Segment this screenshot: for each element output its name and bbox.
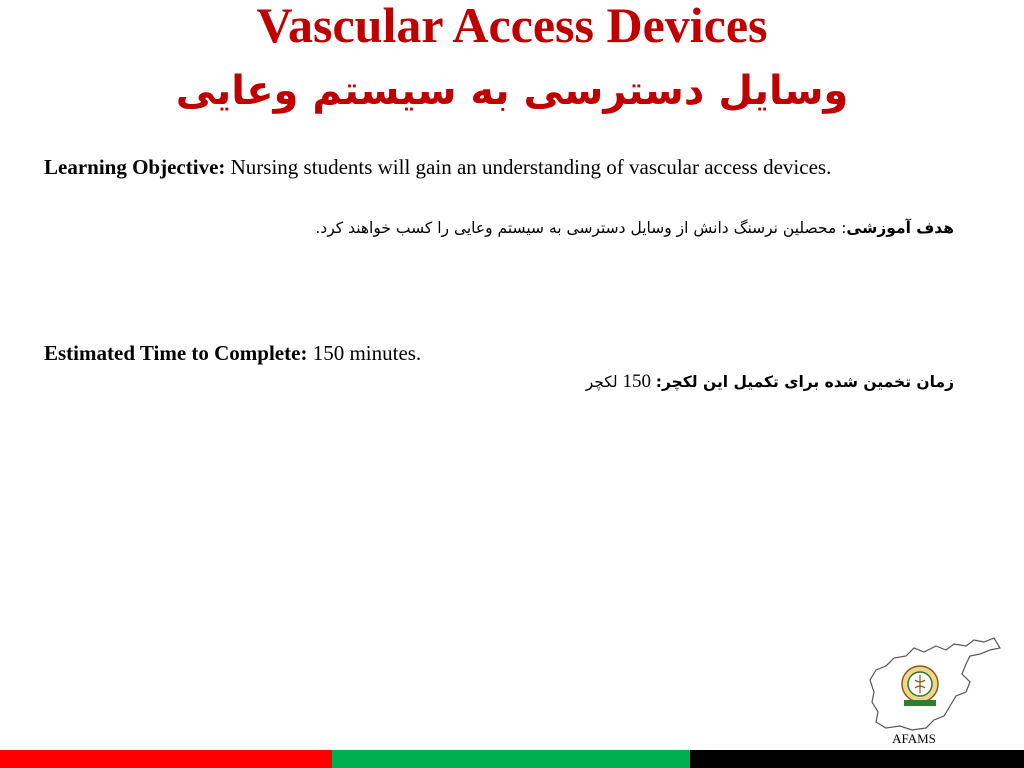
logo-caption: AFAMS [892,731,936,746]
bar-segment-red [0,750,332,768]
title-english: Vascular Access Devices [256,0,768,53]
learning-objective-label: Learning Objective: [44,155,226,179]
learning-objective [44,152,944,182]
estimated-time-persian-number: 150 [622,371,656,392]
afams-logo [866,636,1002,736]
learning-objective-persian [54,215,954,241]
bar-segment-green [332,750,690,768]
learning-objective-text: Nursing students will gain an understanding of vascular access devices. [225,155,832,179]
learning-objective-persian-label: هدف آموزشی [846,219,954,237]
estimated-time-persian-label: زمان تخمین شده برای تکمیل این لکچر: [655,373,954,391]
title-persian: وسایل دسترسی به سیستم وعایی [175,68,849,114]
estimated-time [44,338,944,368]
learning-objective-persian-text: : محصلین نرسنگ دانش از وسایل دسترسی به سیستم وعایی را کسب خواهند کرد. [315,219,847,237]
estimated-time-text: 150 minutes. [307,341,422,365]
estimated-time-label: Estimated Time to Complete: [44,341,308,365]
bar-segment-black [690,750,1024,768]
estimated-time-persian-unit: لکچر [585,373,623,391]
estimated-time-persian [54,368,954,396]
afghanistan-map-icon [866,636,1002,736]
flag-color-bar [0,750,1024,768]
